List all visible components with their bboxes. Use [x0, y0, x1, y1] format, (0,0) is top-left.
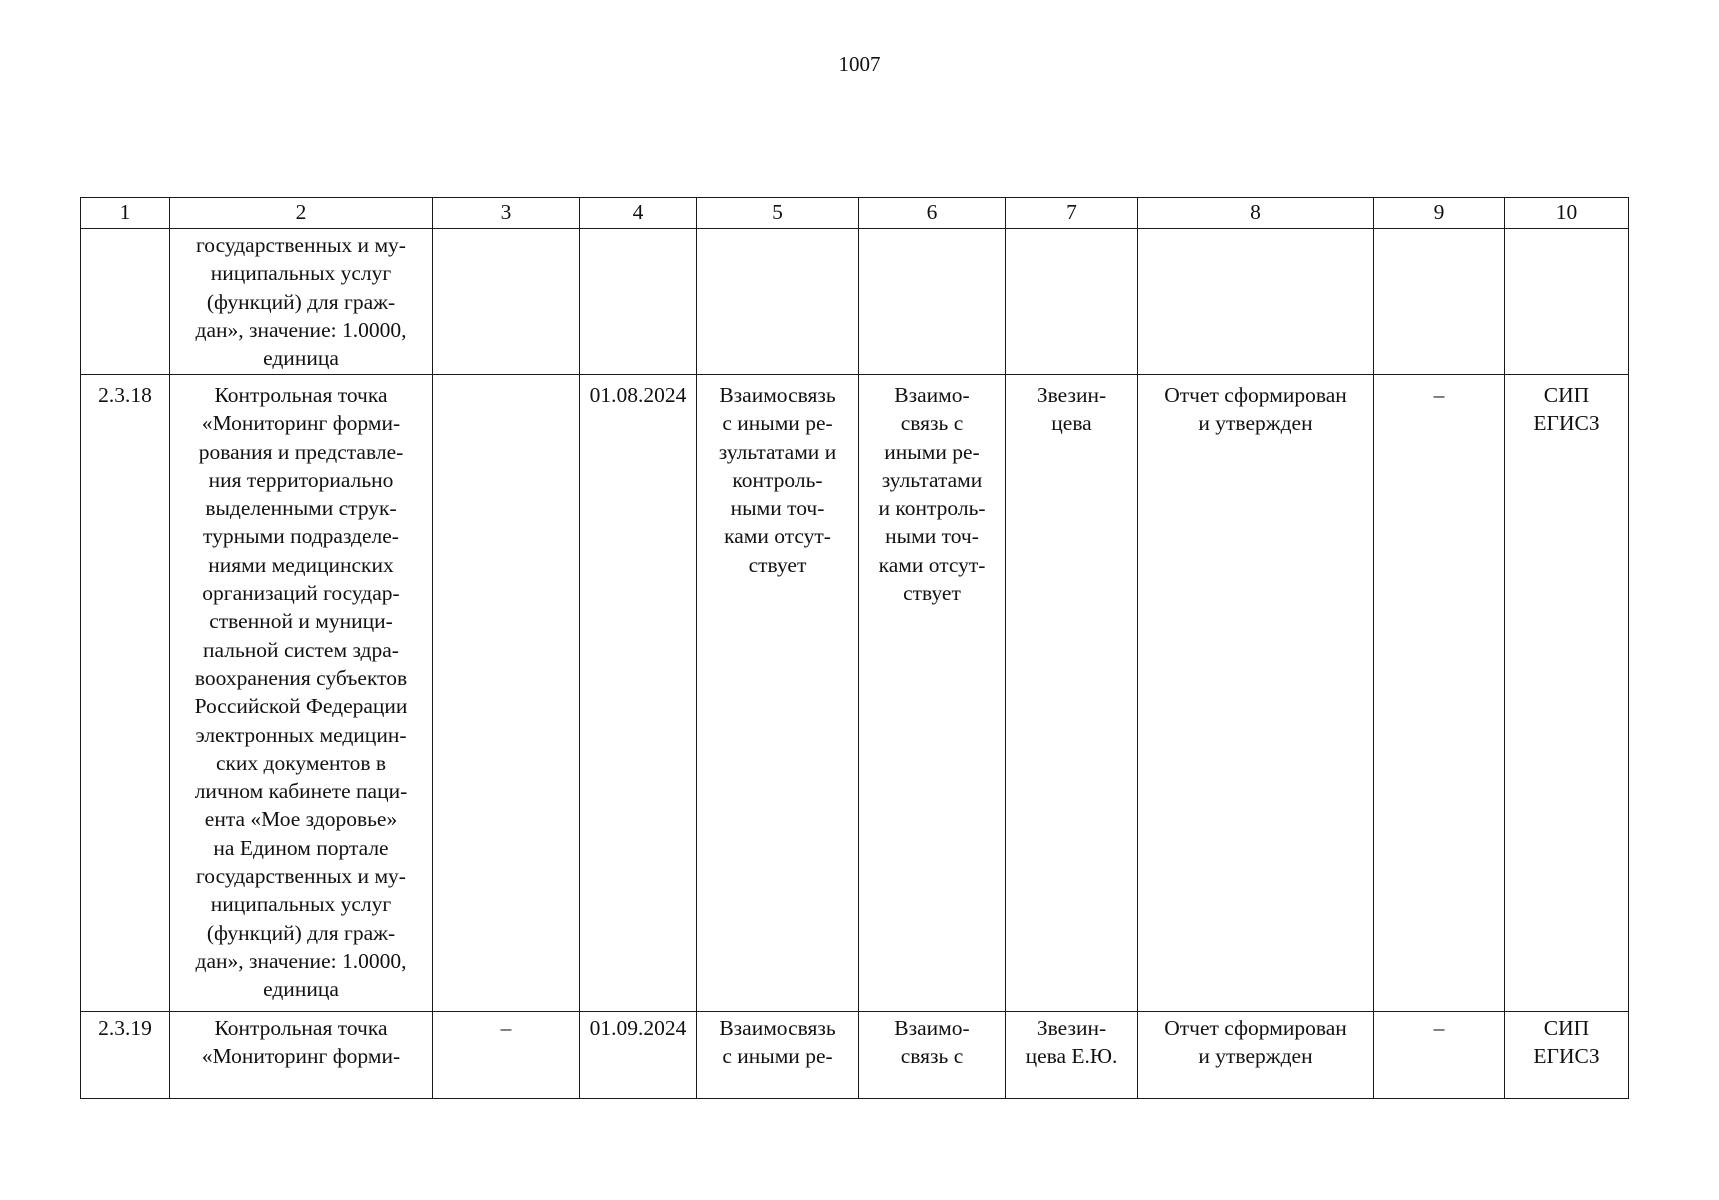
cell-system — [1505, 1012, 1629, 1099]
cell-text: – — [1433, 1016, 1445, 1040]
cell-text: Звезин- цева — [1036, 383, 1107, 436]
cell-result — [1138, 229, 1374, 375]
header-cell: 10 — [1505, 198, 1629, 229]
cell-text: СИП ЕГИСЗ — [1533, 383, 1600, 436]
table-header-row — [81, 198, 1629, 229]
cell-text: Взаимо- связь с — [894, 1016, 970, 1069]
cell-date — [580, 1012, 697, 1099]
header-cell: 2 — [170, 198, 433, 229]
cell-col3 — [433, 1012, 580, 1099]
table-row — [81, 1012, 1629, 1099]
table-row — [81, 375, 1629, 1012]
cell-col9 — [1374, 229, 1505, 375]
cell-col5 — [697, 375, 859, 1012]
cell-responsible — [1006, 1012, 1138, 1099]
document-table — [80, 197, 1629, 1099]
cell-col3 — [433, 229, 580, 375]
cell-date — [580, 229, 697, 375]
cell-text: Отчет сформирован и утвержден — [1164, 1016, 1347, 1069]
table-row — [81, 229, 1629, 375]
cell-responsible — [1006, 375, 1138, 1012]
cell-text: Взаимо- связь с иными ре- зультатами и контроль- ными точ- ками отсут- ствует — [878, 383, 986, 606]
cell-date — [580, 375, 697, 1012]
cell-text: 01.09.2024 — [589, 1016, 687, 1040]
header-cell: 4 — [580, 198, 697, 229]
cell-system — [1505, 375, 1629, 1012]
cell-text: государственных и му- ниципальных услуг (функций) для граж- дан», значение: 1.0000, единица — [195, 233, 407, 371]
cell-text: Взаимосвязь с иными ре- зультатами и контроль- ными точ- ками отсут- ствует — [718, 383, 837, 577]
header-cell: 6 — [859, 198, 1006, 229]
cell-col6 — [859, 229, 1006, 375]
cell-text: Отчет сформирован и утвержден — [1164, 383, 1347, 436]
header-cell: 1 — [81, 198, 170, 229]
cell-text: 2.3.18 — [98, 383, 152, 407]
cell-number — [81, 1012, 170, 1099]
cell-number — [81, 375, 170, 1012]
cell-col9 — [1374, 1012, 1505, 1099]
cell-description — [170, 229, 433, 375]
cell-description — [170, 1012, 433, 1099]
header-cell: 8 — [1138, 198, 1374, 229]
page-number: 1007 — [838, 52, 881, 76]
cell-text: Взаимосвязь с иными ре- — [719, 1016, 836, 1069]
cell-text: – — [500, 1016, 512, 1040]
cell-text: Контрольная точка «Мониторинг форми- рования и представле- ния территориально выделенными струк- турными подразделе- ниями медицинских организаций государ- ственной и муници- пальной систем здра- воохранения субъектов Российской Федерации электронных медицин- ских документов в личном кабинете паци- ента «Мое здоровье» на Едином портале государственных и му- ниципальных услуг (функций) для граж- дан», значение: 1.0000, единица — [194, 383, 408, 1002]
cell-responsible — [1006, 229, 1138, 375]
cell-text: 01.08.2024 — [589, 383, 687, 407]
cell-col9 — [1374, 375, 1505, 1012]
cell-col6 — [859, 375, 1006, 1012]
cell-text: Контрольная точка «Мониторинг форми- — [201, 1016, 401, 1069]
cell-text: СИП ЕГИСЗ — [1533, 1016, 1600, 1069]
header-cell: 7 — [1006, 198, 1138, 229]
cell-text: Звезин- цева Е.Ю. — [1025, 1016, 1118, 1069]
header-cell: 9 — [1374, 198, 1505, 229]
cell-text: – — [1433, 383, 1445, 407]
cell-description — [170, 375, 433, 1012]
header-cell: 5 — [697, 198, 859, 229]
header-cell: 3 — [433, 198, 580, 229]
cell-number — [81, 229, 170, 375]
cell-text: 2.3.19 — [98, 1016, 152, 1040]
cell-col5 — [697, 229, 859, 375]
cell-col5 — [697, 1012, 859, 1099]
cell-result — [1138, 1012, 1374, 1099]
cell-col3 — [433, 375, 580, 1012]
cell-result — [1138, 375, 1374, 1012]
cell-system — [1505, 229, 1629, 375]
cell-col6 — [859, 1012, 1006, 1099]
